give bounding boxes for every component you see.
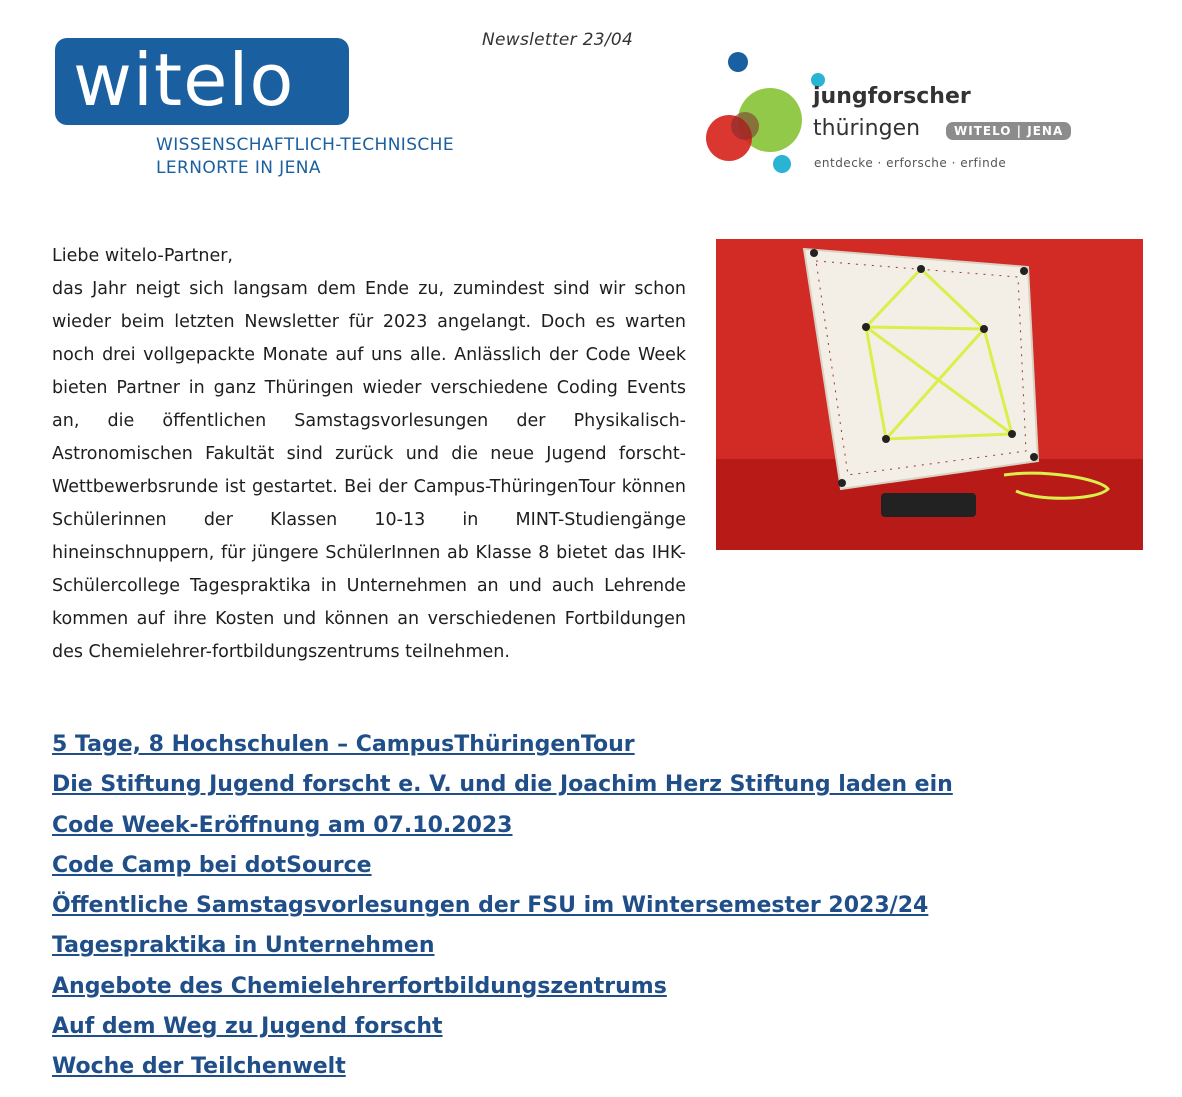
link-code-camp-dotsource[interactable]: Code Camp bei dotSource	[52, 852, 372, 878]
witelo-logo-box	[55, 38, 349, 125]
jungforscher-bubbles-icon	[700, 40, 810, 180]
jungforscher-word: jungforscher	[813, 84, 971, 109]
jungforscher-slogan: entdecke · erforsche · erfinde	[814, 156, 1007, 170]
link-campus-thueringen-tour[interactable]: 5 Tage, 8 Hochschulen – CampusThüringenTour	[52, 732, 635, 757]
thueringen-word: thüringen	[813, 116, 921, 141]
witelo-tagline-line1: WISSENSCHAFTLICH-TECHNISCHE	[156, 135, 455, 155]
link-stiftung-jugend-forscht[interactable]: Die Stiftung Jugend forscht e. V. und die Joachim Herz Stiftung laden ein	[52, 772, 953, 798]
link-tagespraktika[interactable]: Tagespraktika in Unternehmen	[52, 933, 435, 959]
greeting: Liebe witelo-Partner,	[52, 246, 233, 266]
link-woche-der-teilchenwelt[interactable]: Woche der Teilchenwelt	[52, 1054, 346, 1080]
intro-text	[52, 240, 686, 669]
jungforscher-logo	[700, 40, 1100, 210]
link-code-week-eroeffnung[interactable]: Code Week-Eröffnung am 07.10.2023	[52, 812, 513, 838]
link-weg-zu-jugend-forscht[interactable]: Auf dem Weg zu Jugend forscht	[52, 1014, 443, 1040]
intro-paragraph: das Jahr neigt sich langsam dem Ende zu, zumindest sind wir schon wieder beim letzten Newsletter für 2023 angelangt. Doch es warten noch drei vollgepackte Monate auf uns alle. Anlässlich der Code Week bieten Partner in ganz Thüringen wieder verschiedene Coding Events an, die öffentlichen Samstagsvorlesungen der Physikalisch-Astronomischen Fakultät sind zurück und die neue Jugend forscht-Wettbewerbsrunde ist gestartet. Bei der Campus-ThüringenTour können Schülerinnen der Klassen 10-13 in MINT-Studiengänge hineinschnuppern, für jüngere SchülerInnen ab Klasse 8 bietet das IHK-Schülercollege Tagespraktika in Unternehmen an und auch Lehrende kommen auf ihre Kosten und können an verschiedenen Fortbildungen des Chemielehrer-fortbildungszentrums teilnehmen.	[52, 279, 686, 662]
witelo-tagline	[156, 134, 454, 180]
witelo-logo-word: witelo	[73, 38, 295, 122]
newsletter-label: Newsletter 23/04	[482, 30, 634, 50]
link-chemielehrerfortbildungszentrum[interactable]: Angebote des Chemielehrerfortbildungszentrums	[52, 973, 667, 999]
witelo-jena-badge: WITELO | JENA	[946, 122, 1071, 140]
geoboard-photo	[716, 239, 1143, 550]
witelo-tagline-line2: LERNORTE IN JENA	[156, 158, 321, 178]
article-links	[52, 725, 1052, 1088]
link-samstagsvorlesungen[interactable]: Öffentliche Samstagsvorlesungen der FSU im Wintersemester 2023/24	[52, 893, 929, 919]
witelo-logo	[55, 38, 475, 188]
